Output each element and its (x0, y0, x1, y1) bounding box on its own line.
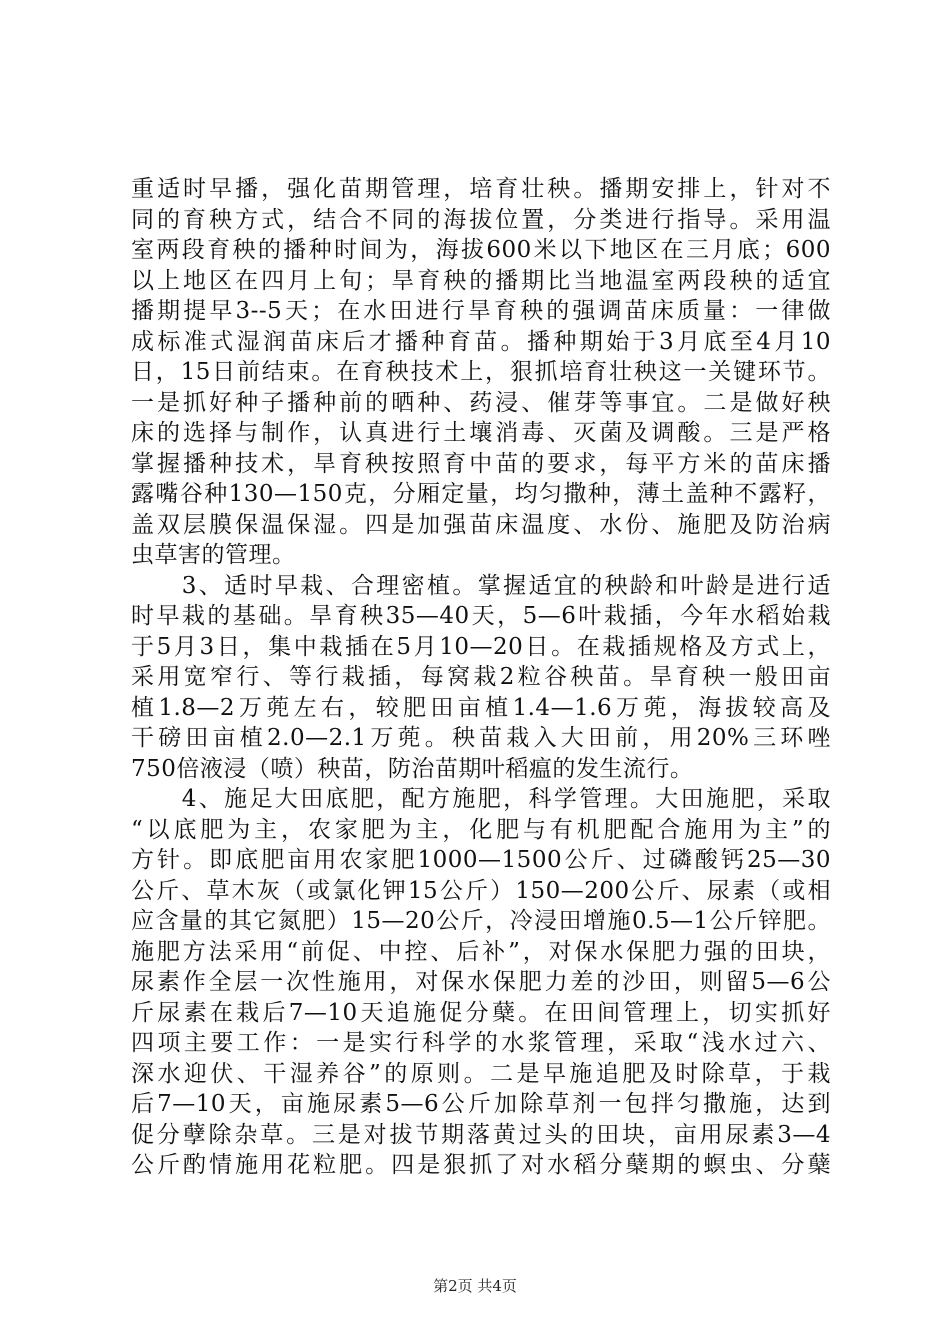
text-line: 重适时早播，强化苗期管理，培育壮秧。播期安排上，针对不 (131, 176, 831, 202)
text-line: 促分孽除杂草。三是对拔节期落黄过头的田块，亩用尿素3—4 (131, 1121, 831, 1148)
text-line: 虫草害的管理。 (131, 542, 296, 568)
text-line: 尿素作全层一次性施用，对保水保肥力差的沙田，则留5—6公 (131, 969, 831, 995)
text-line: 盖双层膜保温保湿。四是加强苗床温度、水份、施肥及防治病 (131, 511, 831, 538)
text-line: 露嘴谷种130—150克，分厢定量，均匀撒种，薄土盖种不露籽， (131, 481, 831, 507)
text-line: 日，15日前结束。在育秧技术上，狠抓培育壮秧这一关键环节。 (131, 359, 831, 385)
text-line: 3、适时早栽、合理密植。掌握适宜的秧龄和叶龄是进行适 (131, 572, 831, 599)
text-line: 植1.8—2万蔸左右，较肥田亩植1.4—1.6万蔸，海拔较高及 (131, 694, 831, 721)
text-line: 床的选择与制作，认真进行土壤消毒、灭菌及调酸。三是严格 (131, 420, 831, 446)
text-line: 同的育秧方式，结合不同的海拔位置，分类进行指导。采用温 (131, 206, 831, 233)
text-line: 4、施足大田底肥，配方施肥，科学管理。大田施肥，采取 (131, 786, 831, 812)
page-footer: 第2页 共4页 (433, 1277, 517, 1295)
text-line: 深水迎伏、干湿养谷”的原则。二是早施追肥及时除草，于栽 (131, 1060, 831, 1087)
text-line: 后7—10天，亩施尿素5—6公斤加除草剂一包拌匀撒施，达到 (131, 1091, 831, 1117)
text-line: 于5月3日，集中栽插在5月10—20日。在栽插规格及方式上， (131, 633, 831, 660)
text-line: 750倍液浸（喷）秧苗，防治苗期叶稻瘟的发生流行。 (131, 755, 694, 782)
text-line: 一是抓好种子播种前的晒种、药浸、催芽等事宜。二是做好秧 (131, 389, 831, 416)
text-line: 施肥方法采用“前促、中控、后补”，对保水保肥力强的田块， (131, 938, 831, 965)
text-line: 室两段育秧的播种时间为，海拔600米以下地区在三月底；600 (131, 237, 831, 263)
text-line: 以上地区在四月上旬；旱育秧的播期比当地温室两段秧的适宜 (131, 267, 831, 294)
text-line: 公斤、草木灰（或氯化钾15公斤）150—200公斤、尿素（或相 (131, 877, 831, 904)
body-text (131, 174, 831, 1181)
text-line: 应含量的其它氮肥）15—20公斤，冷浸田增施0.5—1公斤锌肥。 (131, 908, 831, 934)
text-line: 时早栽的基础。旱育秧35—40天，5—6叶栽插，今年水稻始栽 (131, 603, 831, 629)
text-line: 掌握播种技术，旱育秧按照育中苗的要求，每平方米的苗床播 (131, 450, 831, 477)
text-line: 方针。即底肥亩用农家肥1000—1500公斤、过磷酸钙25—30 (131, 847, 831, 873)
text-line: 干磅田亩植2.0—2.1万蔸。秧苗栽入大田前，用20%三环唑 (131, 725, 831, 751)
text-line: 播期提早3--5天；在水田进行旱育秧的强调苗床质量：一律做 (131, 298, 831, 324)
text-line: 成标准式湿润苗床后才播种育苗。播种期始于3月底至4月10 (131, 328, 831, 355)
text-line: 公斤酌情施用花粒肥。四是狠抓了对水稻分蘖期的螟虫、分蘖 (131, 1152, 831, 1178)
text-line: 采用宽窄行、等行栽插，每窝栽2粒谷秧苗。旱育秧一般田亩 (131, 664, 831, 690)
text-line: “以底肥为主，农家肥为主，化肥与有机肥配合施用为主”的 (131, 816, 831, 843)
text-line: 斤尿素在栽后7—10天追施促分蘖。在田间管理上，切实抓好 (131, 999, 831, 1026)
text-line: 四项主要工作：一是实行科学的水浆管理，采取“浅水过六、 (131, 1030, 831, 1056)
